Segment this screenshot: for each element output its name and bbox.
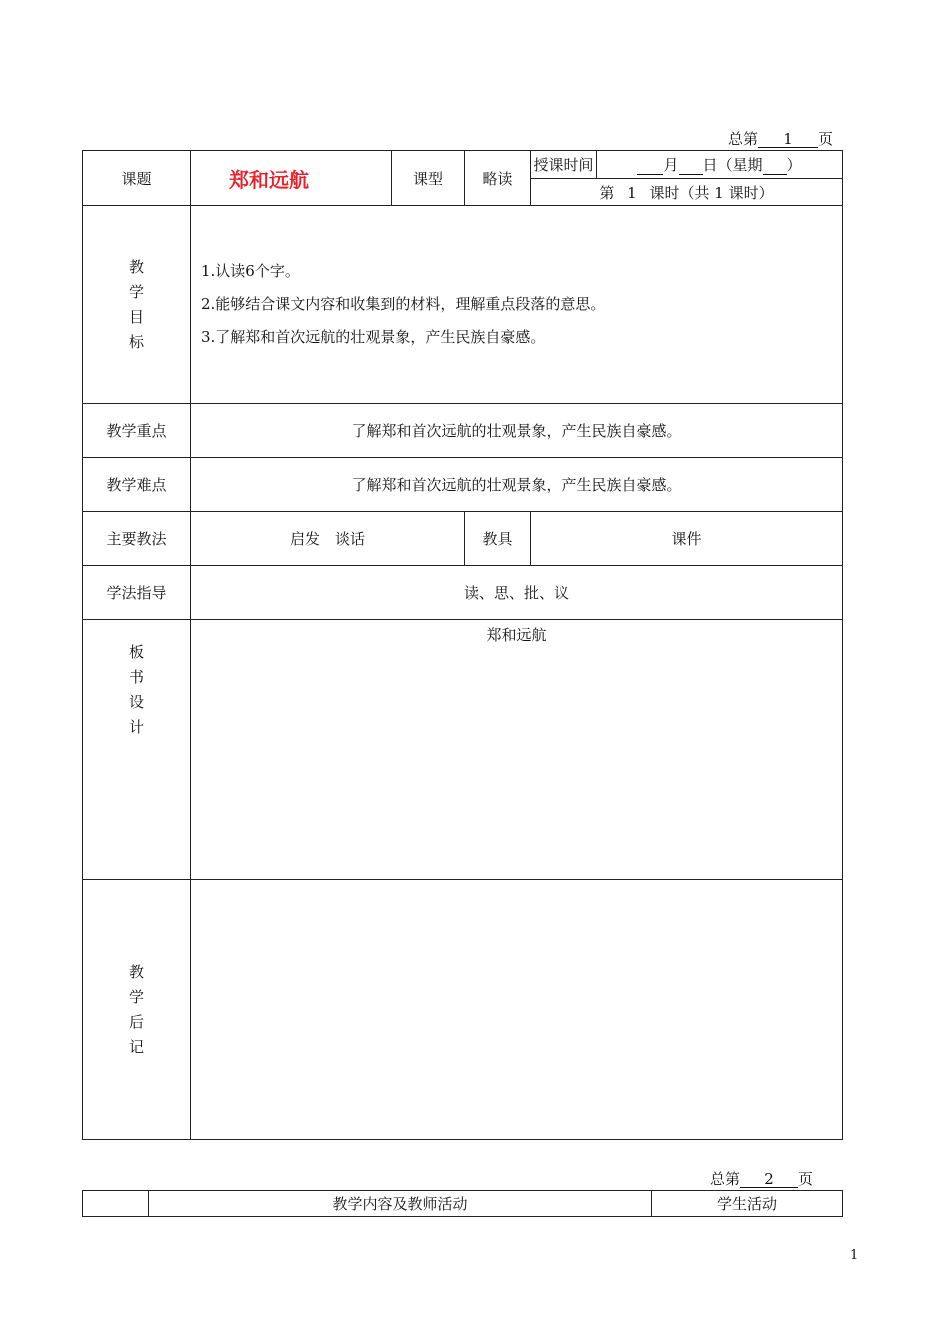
period-number: 1 [627,183,637,202]
period-mid: 课时（共 [649,183,710,202]
page-counter-number: 1 [758,131,818,148]
lesson-title: 郑和远航 [191,151,392,206]
activity-blank-cell [83,1191,149,1217]
method-label: 主要教法 [83,512,191,566]
reflection-label: 教 学 后 记 [83,880,191,1140]
key-point-text: 了解郑和首次远航的壮观景象，产生民族自豪感。 [191,404,843,458]
difficulty-label: 教学难点 [83,458,191,512]
close-paren: ） [786,156,802,174]
period-suffix: 课时） [728,183,774,202]
objective-item: 3.了解郑和首次远航的壮观景象，产生民族自豪感。 [201,328,546,346]
lesson-type: 略读 [465,151,531,206]
day-weekday-label: 日（星期 [702,156,763,174]
reflection-area [191,880,843,1140]
lesson-plan-table [82,150,843,1140]
teacher-activity-header: 教学内容及教师活动 [149,1191,652,1217]
period-total: 1 [714,183,724,202]
period-info [531,179,843,206]
objective-item: 1.认读6个字。 [201,262,300,280]
time-label: 授课时间 [531,151,597,179]
guidance-value: 读、思、批、议 [191,566,843,620]
page-number: 1 [850,1248,859,1263]
month-label: 月 [663,156,679,174]
date-field [597,151,843,179]
key-point-label: 教学重点 [83,404,191,458]
tools-value: 课件 [531,512,843,566]
period-prefix: 第 [599,183,615,202]
objectives-label: 教 学 目 标 [83,206,191,404]
tools-label: 教具 [465,512,531,566]
page-counter-prefix: 总第 [710,1170,741,1188]
board-label: 板 书 设 计 [83,620,191,880]
page-counter-2 [710,1168,813,1189]
page-counter-1 [728,128,833,149]
page-counter-number: 2 [740,1171,798,1188]
student-activity-header: 学生活动 [652,1191,843,1217]
type-label: 课型 [392,151,465,206]
topic-label: 课题 [83,151,191,206]
method-value: 启发 谈话 [191,512,465,566]
board-design-area [191,620,843,880]
activity-table [82,1190,843,1217]
guidance-label: 学法指导 [83,566,191,620]
objective-item: 2.能够结合课文内容和收集到的材料，理解重点段落的意思。 [201,295,606,313]
objectives-list [191,206,843,404]
page-counter-suffix: 页 [798,1170,814,1188]
page-counter-suffix: 页 [818,130,834,148]
board-title: 郑和远航 [486,626,547,644]
page-counter-prefix: 总第 [728,130,759,148]
difficulty-text: 了解郑和首次远航的壮观景象，产生民族自豪感。 [191,458,843,512]
